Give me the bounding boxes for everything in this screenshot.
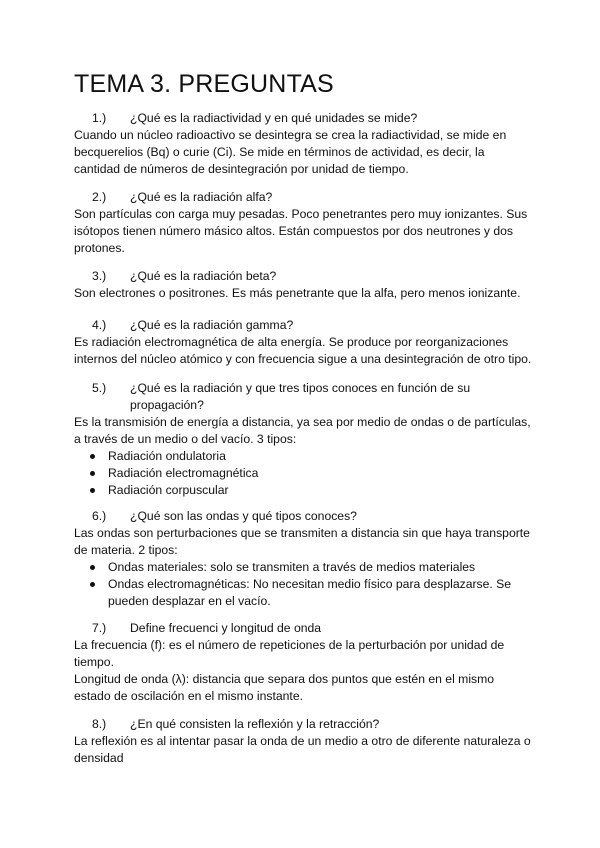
answer-line: cantidad de números de desintegración por unidad de tiempo.	[74, 162, 409, 176]
answer-line: densidad	[74, 751, 124, 765]
answer	[74, 285, 560, 302]
question-text: ¿Qué son las ondas y qué tipos conoces?	[130, 509, 357, 523]
answer-line: protones.	[74, 241, 125, 255]
answer-line: Son partículas con carga muy pesadas. Poco penetrantes pero muy ionizantes. Sus	[74, 207, 528, 221]
question-number: 7.)	[92, 621, 107, 635]
answer-line: Son electrones o positrones. Es más penetrante que la alfa, pero menos ionizante.	[74, 286, 521, 300]
question-number: 4.)	[92, 318, 107, 332]
question-number: 2.)	[92, 190, 107, 204]
page-title: TEMA 3. PREGUNTAS	[74, 70, 334, 98]
answer-line: internos del núcleo atómico y con frecuencia sigue a una desintegración de otro tipo.	[74, 352, 532, 366]
answer	[74, 127, 560, 178]
answer-line: isótopos tienen número másico altos. Están compuestos por dos neutrones y dos	[74, 224, 513, 238]
question-1	[74, 110, 560, 178]
question-5	[74, 380, 560, 499]
list-item: Radiación ondulatoria	[88, 448, 560, 465]
question-6	[74, 508, 560, 610]
question-8	[74, 716, 560, 767]
answer	[74, 637, 560, 705]
answer-line: Longitud de onda (λ): distancia que separa dos puntos que estén en el mismo	[74, 672, 495, 686]
question-number: 6.)	[92, 509, 107, 523]
question-number: 3.)	[92, 269, 107, 283]
question-text: ¿Qué es la radiación y que tres tipos conoces en función de su	[130, 381, 471, 395]
list-item: Radiación corpuscular	[88, 482, 560, 499]
answer-line: Es radiación electromagnética de alta energía. Se produce por reorganizaciones	[74, 335, 509, 349]
question-text: ¿Qué es la radiación gamma?	[130, 318, 294, 332]
question-number: 8.)	[92, 717, 107, 731]
answer-line: becquerelios (Bq) o curie (Ci). Se mide en términos de actividad, es decir, la	[74, 145, 485, 159]
question-3	[74, 268, 560, 302]
answer-line: tiempo.	[74, 655, 114, 669]
answer-line: Es la transmisión de energía a distancia, ya sea por medio de ondas o de partículas,	[74, 415, 531, 429]
question-text: propagación?	[130, 398, 204, 412]
answer	[74, 414, 560, 499]
list-item: Radiación electromagnética	[88, 465, 560, 482]
answer	[74, 733, 560, 767]
list-item: Ondas materiales: solo se transmiten a través de medios materiales	[88, 559, 560, 576]
question-4	[74, 317, 560, 368]
answer	[74, 525, 560, 610]
answer-line: Las ondas son perturbaciones que se transmiten a distancia sin que haya transporte	[74, 526, 530, 540]
answer-line: estado de oscilación en el mismo instante.	[74, 689, 303, 703]
list-item-line: pueden desplazar en el vacío.	[108, 594, 271, 608]
question-number: 1.)	[92, 111, 107, 125]
question-text: ¿En qué consisten la reflexión y la retracción?	[130, 717, 380, 731]
question-number: 5.)	[92, 381, 107, 395]
list-item	[88, 576, 560, 610]
answer-line: La reflexión es al intentar pasar la onda de un medio a otro de diferente naturaleza o	[74, 734, 531, 748]
answer	[74, 334, 560, 368]
answer	[74, 206, 560, 257]
question-text: ¿Qué es la radiación beta?	[130, 269, 277, 283]
question-text: ¿Qué es la radiación alfa?	[130, 190, 273, 204]
question-text: Define frecuenci y longitud de onda	[130, 621, 322, 635]
answer-line: La frecuencia (f): es el número de repeticiones de la perturbación por unidad de	[74, 638, 505, 652]
bullet-list	[74, 448, 560, 499]
answer-line: Cuando un núcleo radioactivo se desintegra se crea la radiactividad, se mide en	[74, 128, 507, 142]
answer-line: a través de un medio o del vacío. 3 tipos:	[74, 432, 297, 446]
question-text: ¿Qué es la radiactividad y en qué unidades se mide?	[130, 111, 418, 125]
question-2	[74, 189, 560, 257]
answer-line: de materia. 2 tipos:	[74, 543, 178, 557]
list-item-line: Ondas electromagnéticas: No necesitan medio físico para desplazarse. Se	[108, 577, 512, 591]
question-7	[74, 620, 560, 705]
bullet-list	[74, 559, 560, 610]
